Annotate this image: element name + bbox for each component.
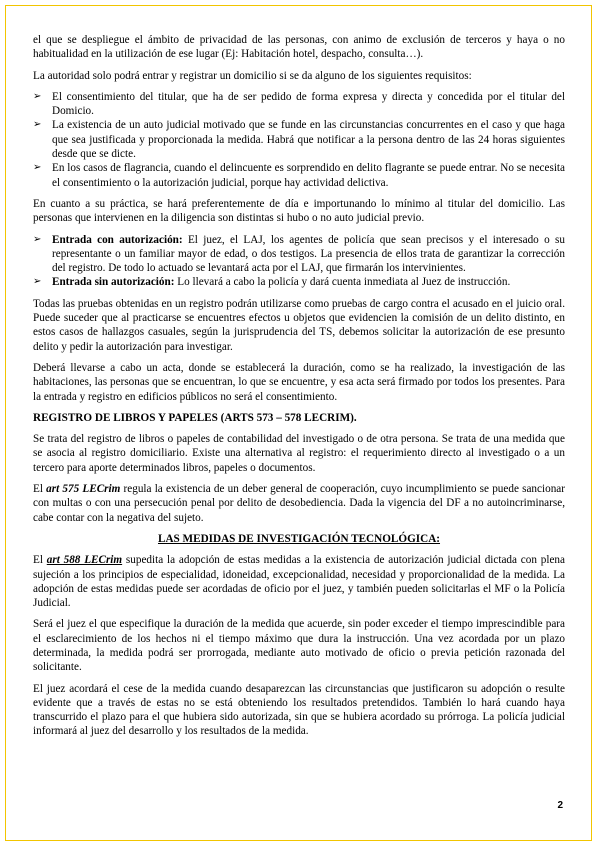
paragraph: La autoridad solo podrá entrar y registrar un domicilio si se da alguno de los siguientes requisitos:	[33, 69, 472, 82]
entry-types-list	[33, 233, 565, 290]
list-item: ➢ Entrada con autorización: El juez, el LAJ, los agentes de policía que sean precisos y el interesado o su representante o un familiar mayor de edad, o dos testigos. La presencia de ellos trata de garantizar la corrección del registro. De todo lo actuado se levantará acta por el LAJ, que firmarán los intervinientes.	[33, 233, 565, 275]
list-item: ➢ La existencia de un auto judicial motivado que se funde en las circunstancias concurrentes en el caso y que haga que sea justificada y proporcionada la medida. Habrá que notificar a la persona dentro de las 24 horas siguientes desde que se dicte.	[33, 119, 565, 161]
document-body	[33, 33, 565, 746]
page-number: 2	[557, 800, 563, 811]
paragraph: Todas las pruebas obtenidas en un registro podrán utilizarse como pruebas de cargo contra el acusado en el juicio oral. Puede suceder que al practicarse se encuentres efectos u objetos que evidencien la comisión de un delito distinto, en estos casos de hallazgos casuales, según la jurisprudencia del TS, debemos solicitar la autorización de ese presunto delito y pedir la autorización para investigar.	[33, 297, 565, 353]
arrow-bullet-icon: ➢	[33, 119, 42, 131]
paragraph: El art 588 LECrim supedita la adopción de estas medidas a la existencia de autorización judicial dictada con plena sujeción a los principios de especialidad, idoneidad, excepcionalidad, necesidad y proporcionalidad de la medida. La adopción de estas medidas puede ser acordadas de oficio por el juez, y también pueden solicitarlas el MF o la Policía Judicial.	[33, 554, 565, 610]
arrow-bullet-icon: ➢	[33, 162, 42, 174]
arrow-bullet-icon: ➢	[33, 90, 42, 102]
list-item: ➢ En los casos de flagrancia, cuando el delincuente es sorprendido en delito flagrante se puede entrar. No se necesita el consentimiento o la autorización judicial, porque hay actividad delictiva.	[33, 162, 565, 189]
arrow-bullet-icon: ➢	[33, 233, 42, 245]
paragraph: El juez acordará el cese de la medida cuando desaparezcan las circunstancias que justificaron su adopción o resulte evidente que a través de estas no se está obteniendo los resultados pretendidos. También lo hará cuando haya transcurrido el plazo para el que hubiera sido autorizada, sin que se hubiera acordado su prórroga. La policía judicial informará al juez del desarrollo y los resultados de la medida.	[33, 682, 565, 738]
list-item: ➢ Entrada sin autorización: Lo llevará a cabo la policía y dará cuenta inmediata al Juez de instrucción.	[33, 276, 511, 289]
paragraph: Se trata del registro de libros o papeles de contabilidad del investigado o de otra persona. Se trata de una medida que se asocia al registro domiciliario. Existe una alternativa al registro: el requerimiento directo al investigado o a un tercero para aporte determinados libros, papeles o documentos.	[33, 433, 565, 474]
arrow-bullet-icon: ➢	[33, 276, 42, 288]
paragraph: Deberá llevarse a cabo un acta, donde se establecerá la duración, como se ha realizado, la investigación de las habitaciones, las personas que se encuentran, lo que se encuentre, y esa acta será firmado por todos los presentes. Para la entrada y registro en edificios públicos no será el consentimiento.	[33, 361, 565, 403]
paragraph: el que se despliegue el ámbito de privacidad de las personas, con animo de exclusión de terceros y haya o no habitualidad en la utilización de ese lugar (Ej: Habitación hotel, despacho, consulta…).	[33, 34, 565, 61]
list-item: ➢ El consentimiento del titular, que ha de ser pedido de forma expresa y directa y concedida por el titular del Domicio.	[33, 90, 565, 118]
paragraph: Será el juez el que especifique la duración de la medida que acuerde, sin poder exceder el tiempo imprescindible para el esclarecimiento de los hechos ni el tiempo máximo que dura la instrucción. Una vez acordada por un plazo determinada, la medida podrá ser prorrogada, mediante auto motivado de oficio o previa petición razonada del solicitante.	[33, 618, 565, 674]
section-heading: LAS MEDIDAS DE INVESTIGACIÓN TECNOLÓGICA:	[157, 532, 441, 545]
section-heading: REGISTRO DE LIBROS Y PAPELES (ARTS 573 – 578 LECRIM).	[33, 411, 357, 424]
requirements-list	[33, 90, 565, 190]
paragraph: El art 575 LECrim regula la existencia de un deber general de cooperación, cuyo incumplimiento se puede sancionar con multas o con una persecución penal por delito de desobediencia. Dada la vigencia del DF a no autoincriminarse, cabe contar con la negativa del sujeto.	[33, 483, 565, 524]
paragraph: En cuanto a su práctica, se hará preferentemente de día e importunando lo mínimo al titular del domicilio. Las personas que intervienen en la diligencia son distintas si hubo o no auto judicial previo.	[33, 197, 565, 225]
